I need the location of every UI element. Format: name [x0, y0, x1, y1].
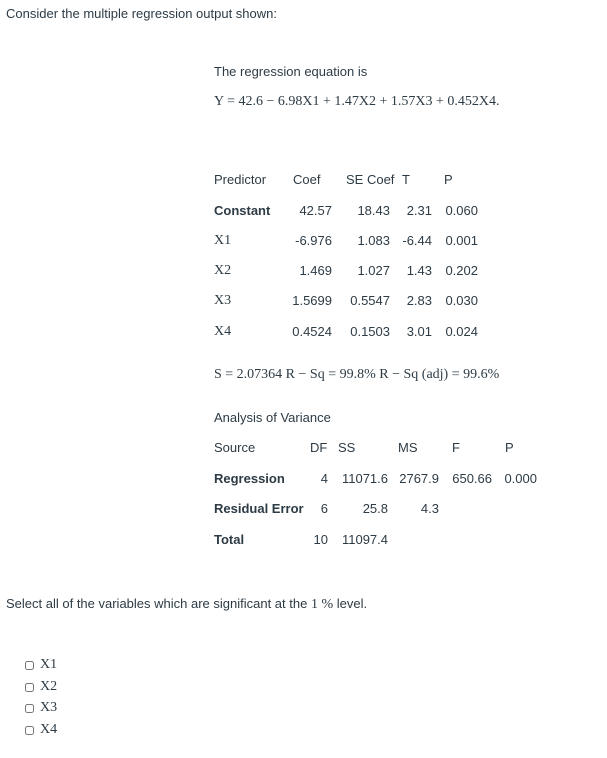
option-label: X1 [40, 657, 58, 672]
coef-value: 42.57 [299, 203, 332, 218]
anova-header-df: DF [310, 440, 328, 455]
header-predictor: Predictor [214, 172, 267, 187]
anova-ms: 2767.9 [399, 471, 439, 486]
anova-header-p: P [505, 440, 514, 455]
p-value: 0.030 [445, 293, 478, 308]
t-value: 1.43 [406, 263, 432, 278]
coef-value: -6.976 [295, 233, 332, 248]
t-value: 2.83 [406, 293, 432, 308]
instruction-suffix: level. [333, 596, 368, 611]
fit-statistics: S = 2.07364 R − Sq = 99.8% R − Sq (adj) = 99.6% [214, 367, 500, 382]
option-label: X2 [40, 679, 58, 694]
se-coef-value: 18.43 [357, 203, 390, 218]
p-value: 0.024 [445, 324, 478, 339]
predictor-x3: X3 [214, 293, 232, 308]
option-label: X4 [40, 722, 58, 737]
p-value: 0.060 [445, 203, 478, 218]
anova-header-f: F [452, 440, 460, 455]
anova-header-ms: MS [398, 440, 418, 455]
t-value: 3.01 [406, 324, 432, 339]
option-label: X3 [40, 700, 58, 715]
anova-source-regression: Regression [214, 471, 285, 486]
predictor-x1: X1 [214, 233, 232, 248]
se-coef-value: 1.027 [357, 263, 390, 278]
predictor-constant: Constant [214, 203, 271, 218]
se-coef-value: 0.5547 [350, 293, 390, 308]
anova-df: 4 [320, 471, 328, 486]
predictor-x4: X4 [214, 324, 232, 339]
t-value: -6.44 [402, 233, 432, 248]
p-value: 0.001 [445, 233, 478, 248]
header-t: T [402, 172, 410, 187]
anova-ss: 11097.4 [341, 532, 388, 547]
anova-f: 650.66 [452, 471, 492, 486]
coef-value: 1.5699 [292, 293, 332, 308]
equation-label: The regression equation is [214, 64, 368, 79]
se-coef-value: 1.083 [357, 233, 390, 248]
header-coef: Coef [293, 172, 321, 187]
se-coef-value: 0.1503 [350, 324, 390, 339]
anova-df: 10 [313, 532, 328, 547]
option-x3-checkbox[interactable] [25, 704, 34, 713]
anova-title: Analysis of Variance [214, 410, 331, 425]
predictor-x2: X2 [214, 263, 232, 278]
option-x1[interactable] [25, 657, 57, 673]
question-instruction [6, 596, 367, 613]
header-se-coef: SE Coef [346, 172, 395, 187]
anova-ms: 4.3 [420, 501, 439, 516]
option-x2[interactable] [25, 679, 57, 695]
option-x2-checkbox[interactable] [25, 683, 34, 692]
anova-header-ss: SS [338, 440, 356, 455]
anova-source-residual: Residual Error [214, 501, 304, 516]
option-x4[interactable] [25, 722, 57, 738]
anova-df: 6 [320, 501, 328, 516]
instruction-prefix: Select all of the variables which are significant at the [6, 596, 311, 611]
coef-value: 1.469 [299, 263, 332, 278]
anova-ss: 25.8 [362, 501, 388, 516]
p-value: 0.202 [445, 263, 478, 278]
anova-header-source: Source [214, 440, 256, 455]
option-x4-checkbox[interactable] [25, 726, 34, 735]
t-value: 2.31 [406, 203, 432, 218]
header-p: P [444, 172, 453, 187]
question-intro: Consider the multiple regression output shown: [6, 6, 277, 21]
instruction-level: 1 % [310, 597, 334, 612]
anova-p: 0.000 [504, 471, 537, 486]
anova-ss: 11071.6 [341, 471, 388, 486]
coef-value: 0.4524 [292, 324, 332, 339]
regression-equation: Y = 42.6 − 6.98X1 + 1.47X2 + 1.57X3 + 0.452X4. [214, 94, 500, 109]
option-x1-checkbox[interactable] [25, 661, 34, 670]
anova-source-total: Total [214, 532, 245, 547]
option-x3[interactable] [25, 700, 57, 716]
